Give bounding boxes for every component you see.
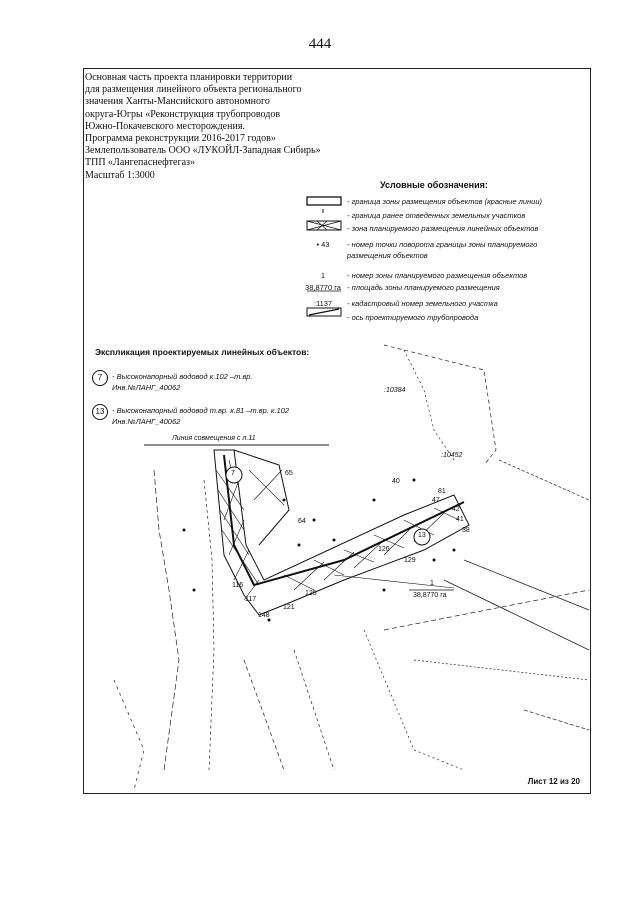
object-13-label: 13 [418,532,426,539]
explication-title: Экспликация проектируемых линейных объектов: [95,347,310,357]
site-plan-map [84,330,590,792]
sheet-number: Лист 12 из 20 [527,777,580,786]
combination-line-label: Линия совмещения с л.11 [172,435,256,442]
point-label: 38 [462,527,470,534]
object-number: 13 [92,404,108,420]
point-label: 65 [285,470,293,477]
object-number: 7 [92,370,108,386]
point-label: 47 [432,497,440,504]
object-7-label: 7 [231,470,235,477]
point-label: 81 [438,488,446,495]
point-label: 129 [404,557,416,564]
title-line: значения Ханты-Мансийского автономного [85,96,270,108]
point-label: 148 [258,612,270,619]
scale-label: Масштаб 1:3000 [85,169,155,181]
title-line: Землепользователь ООО «ЛУКОЙЛ-Западная Сибирь» [85,145,321,157]
title-line: ТПП «Лангепаснефтегаз» [85,157,195,169]
cadastral-number: :10384 [384,387,406,394]
point-label: 116 [232,582,244,589]
title-line: Основная часть проекта планировки территории [85,72,293,83]
point-label: 121 [283,604,295,611]
zone-area: 38,8770 га [413,592,447,599]
title-block [85,72,385,182]
title-line: Южно-Покачевского месторождения. [85,120,245,132]
page-number: 444 [308,36,332,52]
cadastral-number: :10452 [441,452,463,459]
title-line: для размещения линейного объекта регионального [85,84,302,96]
red-line-symbol [307,197,341,205]
title-line: Программа реконструкции 2016-2017 годов» [85,133,276,145]
point-label: 117 [245,596,257,603]
point-label: 40 [392,478,400,485]
zone-hatch [307,221,341,230]
title-line: округа-Югры «Реконструкция трубопроводов [85,108,281,120]
legend-title: Условные обозначения: [380,180,488,190]
point-label: 64 [298,518,306,525]
point-label: 125 [305,590,317,597]
point-label: 42 [452,506,460,513]
point-label: 126 [378,546,390,553]
pipeline-axis [224,455,464,585]
zone-number: 1 [430,580,434,587]
point-label: 41 [456,516,464,523]
